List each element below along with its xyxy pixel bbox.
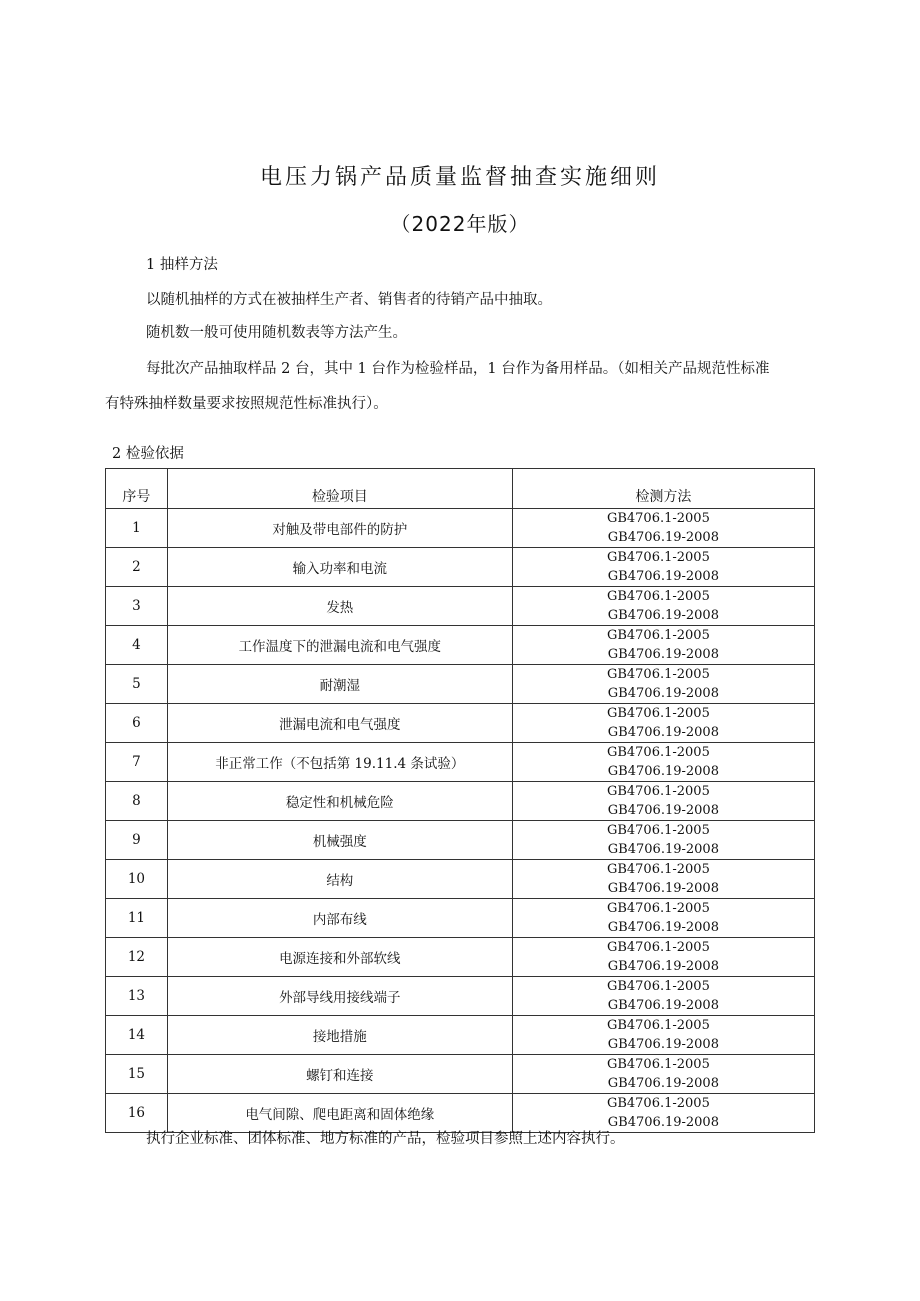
section-heading-basis: 2 检验依据 <box>112 446 184 462</box>
cell-no: 15 <box>106 1055 168 1094</box>
table-row <box>106 743 815 782</box>
method-standard-2: GB4706.19-2008 <box>607 764 719 779</box>
sampling-paragraph-1: 以随机抽样的方式在被抽样生产者、销售者的待销产品中抽取。 <box>146 292 552 308</box>
table-row <box>106 1055 815 1094</box>
cell-method <box>512 509 814 548</box>
cell-method <box>512 782 814 821</box>
method-standard-1: GB4706.1-2005 <box>606 823 710 838</box>
cell-item: 对触及带电部件的防护 <box>167 509 512 548</box>
cell-no: 5 <box>106 665 168 704</box>
method-standard-2: GB4706.19-2008 <box>607 569 719 584</box>
cell-item: 机械强度 <box>167 821 512 860</box>
method-standard-1: GB4706.1-2005 <box>606 706 710 721</box>
cell-no: 10 <box>106 860 168 899</box>
cell-no: 13 <box>106 977 168 1016</box>
header-no: 序号 <box>106 469 168 509</box>
method-standard-1: GB4706.1-2005 <box>606 1018 710 1033</box>
method-standard-1: GB4706.1-2005 <box>606 1096 710 1111</box>
cell-no: 12 <box>106 938 168 977</box>
document-title: 电压力锅产品质量监督抽查实施细则 <box>259 165 660 190</box>
cell-method <box>512 938 814 977</box>
table-row <box>106 1016 815 1055</box>
method-standard-2: GB4706.19-2008 <box>607 803 719 818</box>
cell-item: 泄漏电流和电气强度 <box>167 704 512 743</box>
method-standard-1: GB4706.1-2005 <box>606 628 710 643</box>
footer-note: 执行企业标准、团体标准、地方标准的产品，检验项目参照上述内容执行。 <box>146 1131 625 1147</box>
method-standard-2: GB4706.19-2008 <box>607 608 719 623</box>
cell-method <box>512 587 814 626</box>
cell-no: 4 <box>106 626 168 665</box>
cell-method <box>512 860 814 899</box>
cell-method <box>512 665 814 704</box>
cell-item: 工作温度下的泄漏电流和电气强度 <box>167 626 512 665</box>
method-standard-2: GB4706.19-2008 <box>607 959 719 974</box>
table-row <box>106 860 815 899</box>
cell-no: 9 <box>106 821 168 860</box>
cell-method <box>512 548 814 587</box>
method-standard-2: GB4706.19-2008 <box>607 686 719 701</box>
table-row <box>106 587 815 626</box>
method-standard-2: GB4706.19-2008 <box>607 530 719 545</box>
inspection-table <box>105 468 815 1133</box>
method-standard-2: GB4706.19-2008 <box>607 647 719 662</box>
method-standard-2: GB4706.19-2008 <box>607 842 719 857</box>
method-standard-1: GB4706.1-2005 <box>606 901 710 916</box>
table-row <box>106 782 815 821</box>
method-standard-1: GB4706.1-2005 <box>606 550 710 565</box>
method-standard-1: GB4706.1-2005 <box>606 979 710 994</box>
method-standard-2: GB4706.19-2008 <box>607 1037 719 1052</box>
table-row <box>106 626 815 665</box>
cell-method <box>512 743 814 782</box>
cell-item: 螺钉和连接 <box>167 1055 512 1094</box>
method-standard-1: GB4706.1-2005 <box>606 940 710 955</box>
cell-method <box>512 899 814 938</box>
table-row <box>106 665 815 704</box>
cell-no: 11 <box>106 899 168 938</box>
cell-method <box>512 704 814 743</box>
cell-item: 输入功率和电流 <box>167 548 512 587</box>
table-row <box>106 938 815 977</box>
cell-no: 2 <box>106 548 168 587</box>
cell-method <box>512 821 814 860</box>
cell-item: 非正常工作（不包括第 19.11.4 条试验） <box>167 743 512 782</box>
cell-no: 16 <box>106 1094 168 1133</box>
table-row <box>106 977 815 1016</box>
cell-no: 7 <box>106 743 168 782</box>
cell-no: 6 <box>106 704 168 743</box>
method-standard-1: GB4706.1-2005 <box>606 511 710 526</box>
cell-item: 电气间隙、爬电距离和固体绝缘 <box>167 1094 512 1133</box>
cell-item: 耐潮湿 <box>167 665 512 704</box>
cell-no: 8 <box>106 782 168 821</box>
method-standard-2: GB4706.19-2008 <box>607 1115 719 1130</box>
cell-item: 结构 <box>167 860 512 899</box>
table-row <box>106 899 815 938</box>
method-standard-2: GB4706.19-2008 <box>607 920 719 935</box>
method-standard-2: GB4706.19-2008 <box>607 725 719 740</box>
method-standard-2: GB4706.19-2008 <box>607 1076 719 1091</box>
cell-no: 14 <box>106 1016 168 1055</box>
document-subtitle: （2022年版） <box>390 212 530 236</box>
cell-item: 接地措施 <box>167 1016 512 1055</box>
table-row <box>106 1094 815 1133</box>
cell-method <box>512 626 814 665</box>
cell-no: 1 <box>106 509 168 548</box>
method-standard-1: GB4706.1-2005 <box>606 589 710 604</box>
cell-method <box>512 1055 814 1094</box>
method-standard-2: GB4706.19-2008 <box>607 881 719 896</box>
cell-method <box>512 1016 814 1055</box>
table-body <box>106 509 815 1133</box>
cell-item: 发热 <box>167 587 512 626</box>
cell-item: 电源连接和外部软线 <box>167 938 512 977</box>
sampling-paragraph-3-line-2: 有特殊抽样数量要求按照规范性标准执行）。 <box>105 396 388 412</box>
cell-item: 外部导线用接线端子 <box>167 977 512 1016</box>
table-row <box>106 704 815 743</box>
table-row <box>106 509 815 548</box>
cell-method <box>512 1094 814 1133</box>
sampling-paragraph-3-line-1: 每批次产品抽取样品 2 台，其中 1 台作为检验样品，1 台作为备用样品。（如相关产品规范性标准 <box>146 361 770 377</box>
cell-method <box>512 977 814 1016</box>
table-header-row <box>106 469 815 509</box>
method-standard-1: GB4706.1-2005 <box>606 862 710 877</box>
method-standard-1: GB4706.1-2005 <box>606 667 710 682</box>
sampling-paragraph-2: 随机数一般可使用随机数表等方法产生。 <box>146 325 407 341</box>
header-item: 检验项目 <box>167 469 512 509</box>
method-standard-1: GB4706.1-2005 <box>606 784 710 799</box>
header-method: 检测方法 <box>512 469 814 509</box>
method-standard-1: GB4706.1-2005 <box>606 1057 710 1072</box>
table-row <box>106 548 815 587</box>
cell-no: 3 <box>106 587 168 626</box>
cell-item: 稳定性和机械危险 <box>167 782 512 821</box>
cell-item: 内部布线 <box>167 899 512 938</box>
method-standard-2: GB4706.19-2008 <box>607 998 719 1013</box>
method-standard-1: GB4706.1-2005 <box>606 745 710 760</box>
section-heading-sampling: 1 抽样方法 <box>146 257 218 273</box>
table-row <box>106 821 815 860</box>
